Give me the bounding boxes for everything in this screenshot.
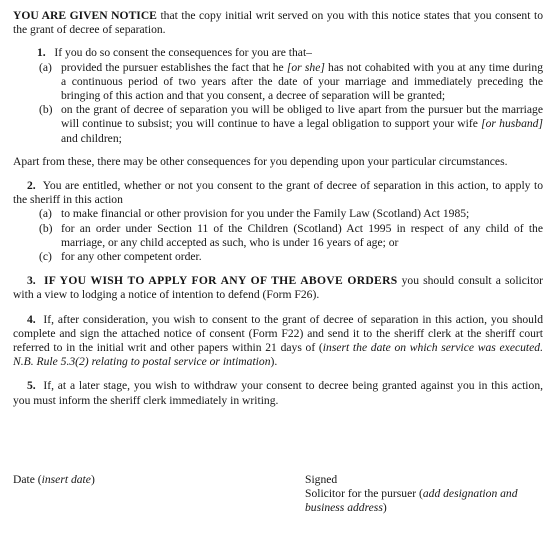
paragraph-2-item-b: (b) for an order under Section 11 of the Children (Scotland) Act 1995 in respect of any child of the marriage, or any child accepted as such, who is under 16 years of age; or (39, 221, 543, 249)
item-label: (b) (39, 103, 53, 117)
item-label: (a) (39, 60, 52, 74)
item-label: (b) (39, 221, 53, 235)
paragraph-2-text: You are entitled, whether or not you consent to the grant of decree of separation in this action, to apply to the sheriff in this action (13, 179, 543, 207)
paragraph-2 (13, 179, 543, 264)
signed-label: Signed (305, 473, 338, 486)
item-label: (c) (39, 250, 52, 264)
paragraph-4-text: If, after consideration, you wish to consent to the grant of decree of separation in this action, you should complete and sign the attached notice of consent (Form F22) and send it to the sheriff clerk at the sheriff court referred to in the initial writ and other papers within 21 days of ( (13, 312, 543, 355)
paragraph-4-number: 4. (27, 312, 36, 326)
notice-document (13, 9, 543, 408)
notice-intro (13, 9, 543, 37)
paragraph-1-item-b: (b) on the grant of decree of separation you will be obliged to live apart from the pursuer but the marriage will continue to subsist; you will continue to have a legal obligation to support your wife [or husband] and children; (39, 103, 543, 145)
paragraph-5-number: 5. (27, 379, 36, 393)
date-field: Date (insert date) (13, 473, 95, 486)
paragraph-1-number: 1. (37, 46, 46, 60)
paragraph-1-item-a: (a) provided the pursuer establishes the fact that he [or she] has not cohabited with you at any time during a continuous period of two years after the date of your marriage and immediately preceding the bringing of this action and that you consent, a decree of separation will be granted; (39, 60, 543, 103)
signed-field (305, 473, 545, 516)
notice-bold-lead: YOU ARE GIVEN NOTICE (13, 9, 157, 22)
paragraph-2-item-c: (c) for any other competent order. (39, 250, 202, 264)
paragraph-3-text: you should consult a solicitor with a view to lodging a notice of intention to defend (Form F26). (13, 274, 544, 302)
paragraph-3-number: 3. (27, 274, 36, 288)
item-label: (a) (39, 207, 52, 221)
paragraph-2-item-a: (a) to make financial or other provision for you under the Family Law (Scotland) Act 1985; (39, 207, 470, 221)
paragraph-4: 4. If, after consideration, you wish to consent to the grant of decree of separation in this action, you should complete and sign the attached notice of consent (Form F22) and send it to the sheriff clerk at the sheriff court referred to in the initial writ and other papers within 21 days of (insert the date on which service was executed. N.B. Rule 5.3(2) relating to postal service or intimation). (13, 312, 543, 369)
paragraph-1 (13, 46, 543, 145)
paragraph-5-text: If, at a later stage, you wish to withdraw your consent to decree being granted against you in this action, you must inform the sheriff clerk immediately in writing. (13, 379, 544, 407)
notice-intro-text: that the copy initial writ served on you with this notice states that you consent to the grant of decree of separation. (13, 9, 543, 37)
paragraph-3-bold: IF YOU WISH TO APPLY FOR ANY OF THE ABOVE ORDERS (43, 274, 398, 288)
paragraph-3 (13, 274, 543, 302)
solicitor-label: Solicitor for the pursuer (add designation and business address) (305, 487, 518, 515)
paragraph-1-text: If you do so consent the consequences for you are that– (54, 46, 312, 60)
paragraph-5 (13, 379, 543, 407)
apart-paragraph: Apart from these, there may be other consequences for you depending upon your particular circumstances. (13, 154, 508, 168)
paragraph-4-italic: insert the date on which service was executed. N.B. Rule 5.3(2) relating to postal service or intimation (13, 341, 543, 369)
paragraph-2-number: 2. (27, 179, 36, 193)
